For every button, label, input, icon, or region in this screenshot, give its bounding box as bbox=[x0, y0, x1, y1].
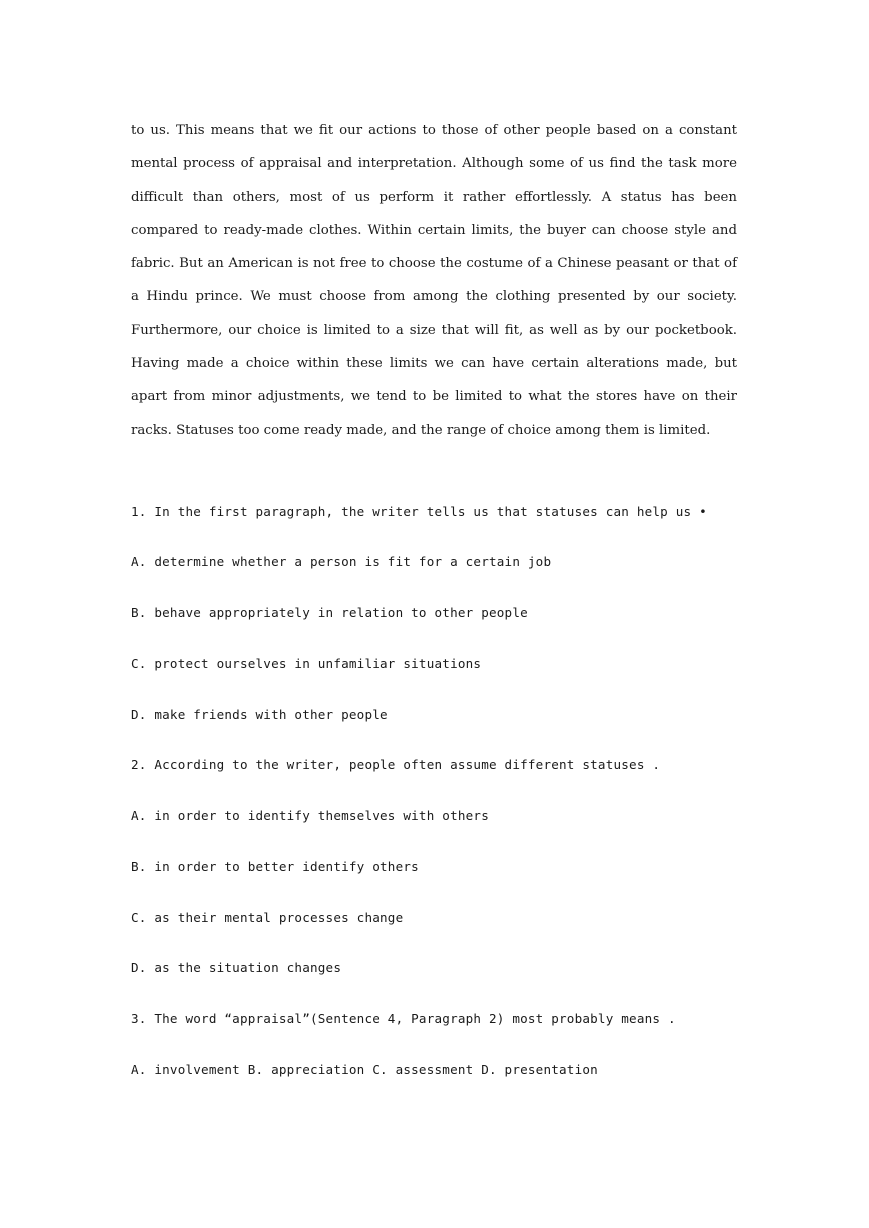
question-2-option-c: C. as their mental processes change bbox=[131, 910, 404, 925]
question-1-option-c: C. protect ourselves in unfamiliar situations bbox=[131, 656, 482, 671]
question-2-option-d: D. as the situation changes bbox=[131, 960, 342, 975]
question-3-options: A. involvement B. appreciation C. assessment D. presentation bbox=[131, 1062, 598, 1077]
question-3-stem: 3. The word “appraisal”(Sentence 4, Paragraph 2) most probably means . bbox=[131, 1011, 676, 1026]
question-2-option-a: A. in order to identify themselves with others bbox=[131, 808, 489, 823]
question-1-option-a: A. determine whether a person is fit for a certain job bbox=[131, 554, 552, 569]
question-1-stem: 1. In the first paragraph, the writer tells us that statuses can help us • bbox=[131, 504, 707, 519]
question-2-stem: 2. According to the writer, people often assume different statuses . bbox=[131, 757, 661, 772]
question-1-option-b: B. behave appropriately in relation to other people bbox=[131, 605, 528, 620]
question-1-option-d: D. make friends with other people bbox=[131, 707, 388, 722]
question-2-option-b: B. in order to better identify others bbox=[131, 859, 419, 874]
reading-passage: to us. This means that we fit our actions to those of other people based on a constant mental process of appraisal and interpretation. Although some of us find the task more difficult than others, most of us perform it rather effortlessly. A status has been compared to ready-made clothes. Within certain limits, the buyer can choose style and fabric. But an American is not free to choose the costume of a Chinese peasant or that of a Hindu prince. We must choose from among the clothing presented by our society. Furthermore, our choice is limited to a size that will fit, as well as by our pocketbook. Having made a choice within these limits we can have certain alterations made, but apart from minor adjustments, we tend to be limited to what the stores have on their racks. Statuses too come ready made, and the range of choice among them is limited. bbox=[131, 123, 737, 438]
